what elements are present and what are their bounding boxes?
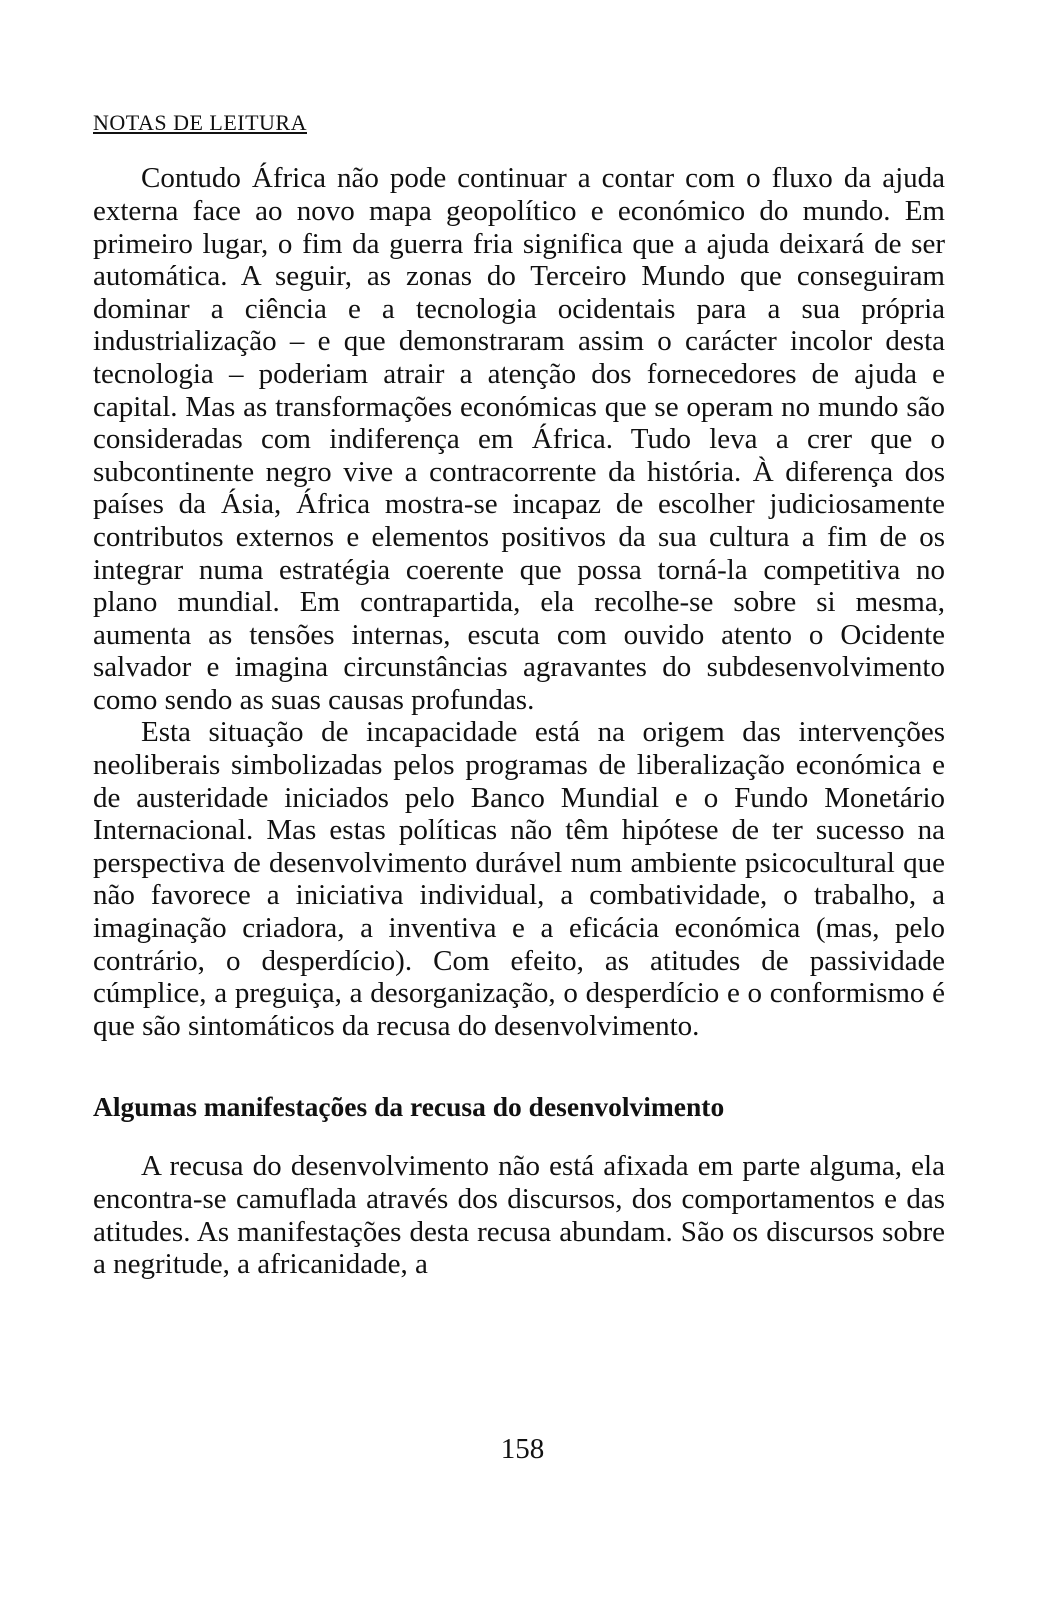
page-number: 158: [500, 1433, 545, 1465]
paragraph: A recusa do desenvolvimento não está afixada em parte alguma, ela encontra-se camuflada através dos discursos, dos comportamentos e das atitudes. As manifestações desta recusa abundam. São os discursos sobre a negritude, a africanidade, a: [93, 1150, 945, 1281]
running-head: NOTAS DE LEITURA: [93, 110, 307, 135]
page-body: [93, 110, 945, 1281]
paragraph: Esta situação de incapacidade está na origem das intervenções neoliberais simbolizadas pelos programas de liberalização económica e de austeridade iniciados pelo Banco Mundial e o Fundo Monetário Internacional. Mas estas políticas não têm hipótese de ter sucesso na perspectiva de desenvolvimento durável num ambiente psicocultural que não favorece a iniciativa individual, a combatividade, o trabalho, a imaginação criadora, a inventiva e a eficácia económica (mas, pelo contrário, o desperdício). Com efeito, as atitudes de passividade cúmplice, a preguiça, a desorganização, o desperdício e o conformismo é que são sintomáticos da recusa do desenvolvimento.: [93, 716, 945, 1042]
section-heading: Algumas manifestações da recusa do desenvolvimento: [93, 1091, 725, 1123]
paragraph: Contudo África não pode continuar a contar com o fluxo da ajuda externa face ao novo mapa geopolítico e económico do mundo. Em primeiro lugar, o fim da guerra fria significa que a ajuda deixará de ser automática. A seguir, as zonas do Terceiro Mundo que conseguiram dominar a ciência e a tecnologia ocidentais para a sua própria industrialização – e que demonstraram assim o carácter incolor desta tecnologia – poderiam atrair a atenção dos fornecedores de ajuda e capital. Mas as transformações económicas que se operam no mundo são consideradas com indiferença em África. Tudo leva a crer que o subcontinente negro vive a contracorrente da história. À diferença dos países da Ásia, África mostra-se incapaz de escolher judiciosamente contributos externos e elementos positivos da sua cultura a fim de os integrar numa estratégia coerente que possa torná-la competitiva no plano mundial. Em contrapartida, ela recolhe-se sobre si mesma, aumenta as tensões internas, escuta com ouvido atento o Ocidente salvador e imagina circunstâncias agravantes do subdesenvolvimento como sendo as suas causas profundas.: [93, 162, 945, 716]
